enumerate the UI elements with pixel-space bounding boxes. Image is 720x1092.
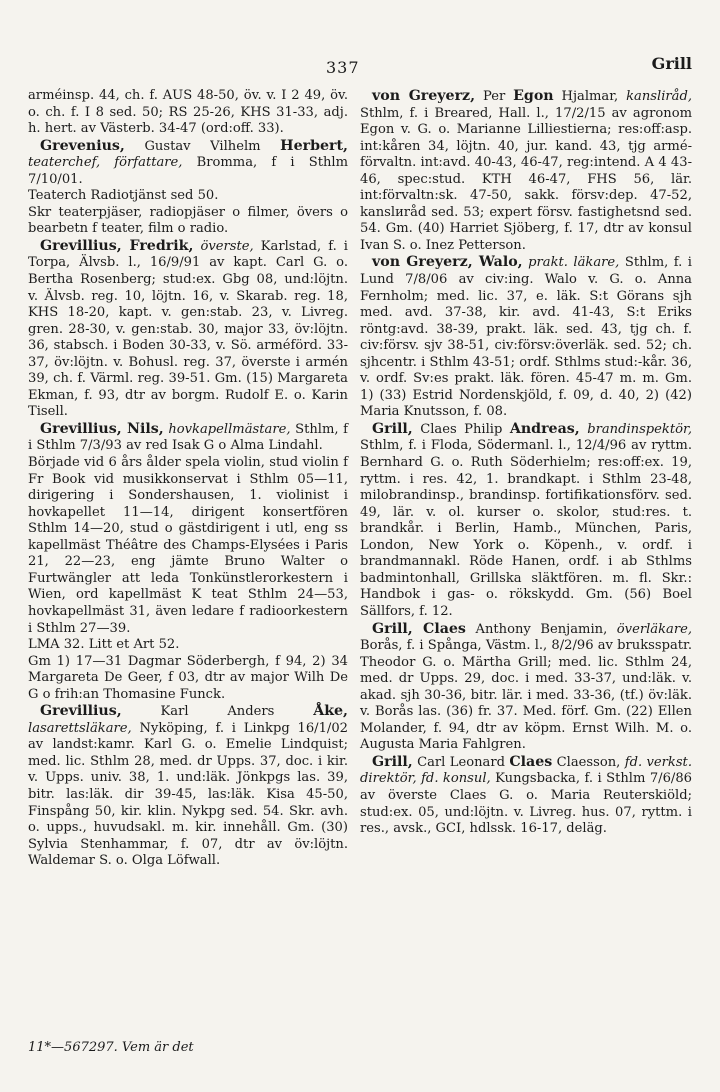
page-number: 337 [326, 58, 360, 77]
entry-name: Grevillius, [40, 703, 122, 720]
entry-grevenius [28, 138, 348, 189]
entry-role: lasarettsläkare, [28, 720, 132, 736]
entry-given-bold: Andreas, [509, 420, 580, 437]
right-column [360, 88, 692, 838]
entry-grevillius-fredrik [28, 238, 348, 421]
entry-sub-text: Skr teaterpjäser, radiopjäser o filmer, övers o bearbetn f teater, film o radio. [28, 204, 348, 237]
entry-given-bold: Herbert, [280, 137, 348, 154]
entry-greyerz-walo [360, 254, 692, 420]
entry-sub [28, 188, 348, 205]
entry-greyerz-egon [360, 88, 692, 254]
entry-role: hovkapellmästare, [168, 421, 291, 437]
entry-given: Carl Leonard [417, 754, 505, 770]
page-header [0, 54, 720, 78]
entry-name: Grevillius, Fredrik, [40, 237, 194, 254]
entry-given: Anthony Benjamin, [475, 621, 608, 637]
entry-name: von Greyerz, [372, 88, 476, 104]
left-column [28, 88, 348, 870]
entry-text: arméinsp. 44, ch. f. AUS 48-50, öv. v. I 2 49, öv. o. ch. f. I 8 sed. 50; RS 25-26, KHS 31-33, adj. h. hert. av Västerb. 34-47 (ord:off. 33). [28, 88, 348, 137]
entry-text: Sthlm, f. i Lund 7/8/06 av civ:ing. Walo v. G. o. Anna Fernholm; med. lic. 37, e. läk. S:t Görans sjh med. avd. 37-38, kir. avd. 41-43, S:t Eriks röntg:avd. 38-39, prakt. läk. sed. 43, tjg ch. f. civ:försv. sjv 38-51, civ:försv:överläk. sed. 52; ch. sjhcentr. i Sthlm 43-51; ordf. Sthlms stud:-kår. 36, v. ordf. Sv:es prakt. läk. fören. 45-47 m. m. Gm. 1) (33) Estrid Nordenskjöld, f. 09, d. 40, 2) (42) Maria Knutsson, f. 08. [360, 255, 692, 420]
entry-name: von Greyerz, Walo, [372, 254, 523, 271]
entry-grevillius-nils [28, 421, 348, 455]
entry-name: Grill, [372, 753, 413, 770]
entry-given: Claes Philip [420, 421, 503, 437]
entry-role: överläkare, [616, 621, 692, 637]
entry-role: teaterchef, författare, [28, 155, 183, 171]
entry-continuation [28, 88, 348, 138]
page-footer: 11*—567297. Vem är det [28, 1040, 194, 1055]
entry-text: Karlstad, f. i Torpa, Älvsb. l., 16/9/91 av kapt. Carl G. o. Bertha Rosenberg; stud:ex. Gbg 08, und:löjtn. v. Älvsb. reg. 10, löjtn. 16, v. Skarab. reg. 18, KHS 18-20, kapt. v. gen:stab. 23, v. Livreg. gren. 28-30, v. gen:stab. 30, major 33, öv:löjtn. 36, stabsch. i Boden 30-33, v. Sö. arméförd. 33-37, öv:löjtn. v. Bohusl. reg. 37, överste i armén 39, ch. f. Värml. reg. 39-51. Gm. (15) Margareta Ekman, f. 93, dtr av borgm. Rudolf E. o. Karin Tisell. [28, 238, 348, 420]
entry-given: Karl Anders [160, 704, 275, 720]
entry-given: Gustav Vilhelm [144, 138, 261, 154]
entry-sub-text: LMA 32. Litt et Art 52. [28, 637, 180, 653]
entry-text: Sthlm, f i Sthlm 7/3/93 av red Isak G o Alma Lindahl. [28, 421, 348, 454]
entry-role: prakt. läkare, [528, 255, 620, 271]
entry-grill-claes-leonard [360, 754, 692, 838]
entry-text: Borås, f. i Spånga, Västm. l., 8/2/96 av bruksspatr. Theodor G. o. Märtha Grill; med. lic. Sthlm 24, med. dr Upps. 29, doc. i med. 33-37, und:läk. v. akad. sjh 30-36, bitr. lär. i med. 33-36, (tf.) öv:läk. v. Borås las. (36) fr. 37. Med. förf. Gm. (22) Ellen Molander, f. 94, dtr av köpm. Ernst Wilh. M. o. Augusta Maria Fahlgren. [360, 638, 692, 753]
entry-given-bold: Egon [513, 88, 554, 104]
entry-role: överste, [200, 238, 254, 254]
entry-given-bold: Åke, [313, 703, 348, 720]
entry-role: fd. verkst. direktör, fd. konsul, [360, 754, 692, 787]
entry-sub-text: Teaterch Radiotjänst sed 50. [28, 188, 219, 204]
entry-sub [28, 654, 348, 704]
entry-name: Grevenius, [40, 137, 125, 154]
entry-given: Per [482, 89, 506, 104]
entry-sub [28, 205, 348, 238]
entry-text: Sthlm, f. i Breared, Hall. l., 17/2/15 av agronom Egon v. G. o. Marianne Lilliestierna; res:off:asp. int:kåren 34, löjtn. 40, jur. kand. 43, tjg armé-förvaltn. int:avd. 40-43, 46-47, reg:intend. A 4 43-46, spec:stud. KTH 46-47, FHS 56, lär. int:förvaltn:sk. 47-50, sakk. försv:dep. 47-52, kanslиråd sed. 53; expert försv. fastighetsnd sed. 54. Gm. (40) Harriet Sjöberg, f. 17, dtr av konsul Ivan S. o. Inez Petterson. [360, 105, 692, 253]
entry-sub-text: Gm 1) 17—31 Dagmar Söderbergh, f 94, 2) 34 Margareta De Geer, f 03, dtr av major Wilh De G o frih:an Thomasine Funck. [28, 653, 348, 702]
running-head: Grill [651, 54, 692, 73]
entry-name: Grill, Claes [372, 620, 466, 637]
entry-grill-claes [360, 621, 692, 754]
entry-name: Grill, [372, 420, 413, 437]
entry-role: kansliråd, [626, 89, 693, 104]
entry-grill-andreas [360, 421, 692, 621]
entry-sub [28, 637, 348, 654]
entry-text: Nyköping, f. i Linkpg 16/1/02 av landst:kamr. Karl G. o. Emelie Lindquist; med. lic. Sthlm 28, med. dr Upps. 37, doc. i kir. v. Upps. univ. 38, 1. und:läk. Jönkpgs las. 39, bitr. las:läk. dir 39-45, las:läk. Kisa 45-50, Finspång 50, kir. klin. Nykpg sed. 54. Skr. avh. o. upps., huvudsakl. m. kir. innehåll. Gm. (30) Sylvia Stenhammar, f. 07, dtr av öv:löjtn. Waldemar S. o. Olga Löfwall. [28, 720, 348, 869]
entry-text: Kungsbacka, f. i Sthlm 7/6/86 av överste Claes G. o. Maria Reuterskiöld; stud:ex. 05, und:löjtn. v. Livreg. hus. 07, ryttm. i res., avsk., GCI, hdlssk. 16-17, deläg. [360, 771, 692, 837]
entry-text: Bromma, f i Sthlm 7/10/01. [28, 155, 348, 187]
entry-given-2: Hjalmar, [561, 89, 619, 104]
entry-sub-text: Började vid 6 års ålder spela violin, stud violin f Fr Book vid musikkonservat i Sthlm 05—11, dirigering i Sondershausen, 1. violinist i hovkapellet 11—14, dirigent konsertfören Sthlm 14—20, stud o gästdirigent i utl, eng ss kapellmäst Théâtre des Champs-Elysées i Paris 21, 22—23, eng jämte Bruno Walter o Furtwängler att leda Tonkünstlerorkestern i Wien, ord kapellmäst K teat Sthlm 24—53, hovkapellmäst 31, även ledare f radioorkestern i Sthlm 27—39. [28, 455, 348, 636]
entry-given-bold: Claes [509, 753, 553, 770]
entry-name: Grevillius, Nils, [40, 420, 164, 437]
entry-given-2: Claesson, [556, 754, 621, 770]
entry-sub [28, 455, 348, 637]
entry-grevillius-ake [28, 703, 348, 869]
entry-text: Sthlm, f. i Floda, Södermanl. l., 12/4/96 av ryttm. Bernhard G. o. Ruth Söderhielm; res:off:ex. 19, ryttm. i res. 42, 1. brandkapt. i Sthlm 23-48, milobrandinsp., brandinsp. fortifikationsförv. sed. 49, lär. v. ol. kurser o. skolor, stud:res. t. brandkår. i Berlin, Hamb., München, Paris, London, New York o. Köpenh., v. ordf. i brandmannakl. Röde Hanen, ordf. i ab Sthlms badmintonhall, Grillska släktfören. m. fl. Skr.: Handbok i gas- o. rökskydd. Gm. (56) Boel Sällfors, f. 12. [360, 438, 692, 619]
entry-role: brandinspektör, [587, 421, 692, 437]
